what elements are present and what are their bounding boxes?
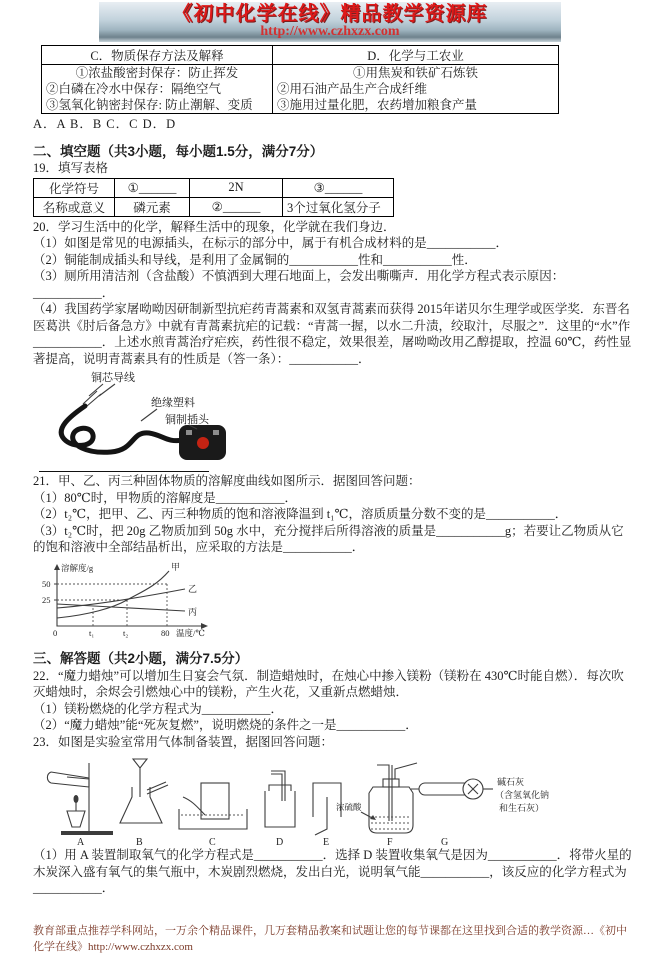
apparatus-label-sulfuric-acid: 浓硫酸 xyxy=(336,802,362,813)
answer-options: A．A B．B C．C D．D xyxy=(33,117,177,131)
q21-intro: 21．甲、乙、丙三种固体物质的溶解度曲线如图所示．据图回答问题： xyxy=(33,474,421,489)
x-tick-t2: t₂ xyxy=(123,627,129,638)
q20-part2: （2）铜能制成插头和导线，是利用了金属铜的___________性和___________性． xyxy=(33,252,477,267)
x-tick-t1: t₁ xyxy=(89,627,95,638)
apparatus-letter-b: B xyxy=(136,837,143,848)
option-c-item: ③氢氧化钠密封保存: 防止潮解、变质 xyxy=(46,98,253,112)
q19-cell: 2N xyxy=(190,178,283,197)
apparatus-letter-a: A xyxy=(77,837,85,848)
option-c-item: ①浓盐酸密封保存：防止挥发 xyxy=(75,66,239,80)
option-c-item: ②白磷在冷水中保存：隔绝空气 xyxy=(46,82,222,96)
q19-cell: ②______ xyxy=(190,197,283,216)
y-tick-25: 25 xyxy=(42,594,51,605)
answer-blank-line xyxy=(39,467,209,472)
x-tick-80: 80 xyxy=(161,627,170,638)
y-axis-label: 溶解度/g xyxy=(61,562,94,573)
apparatus-label-soda-lime: 碱石灰 xyxy=(497,777,525,788)
x-tick-0: 0 xyxy=(53,627,58,638)
apparatus-letter-d: D xyxy=(276,837,284,848)
power-plug-figure xyxy=(39,369,271,465)
q19-cell: ③______ xyxy=(283,178,394,197)
solubility-curve-chart xyxy=(33,558,225,640)
series-label-bing: 丙 xyxy=(188,606,198,617)
apparatus-letter-e: E xyxy=(323,837,330,848)
q20-part1: （1）如图是常见的电源插头，在标示的部分中，属于有机合成材料的是___________． xyxy=(33,236,509,251)
site-banner xyxy=(99,2,561,42)
banner-url: http://www.czhxzx.com xyxy=(260,24,400,39)
plug-cable xyxy=(61,406,183,452)
apparatus-letter-c: C xyxy=(209,837,216,848)
q19-table xyxy=(33,178,394,217)
q19-cell: 化学符号 xyxy=(34,178,115,197)
q21-part1: （1）80℃时，甲物质的溶解度是___________． xyxy=(33,490,297,505)
q22-part2: （2）“魔力蜡烛”能“死灰复燃”，说明燃烧的条件之一是___________． xyxy=(33,718,418,733)
q21-part2: （2）t₂℃，把甲、乙、丙三种物质的饱和溶液降温到 t₁℃，溶质质量分数不变的是___________． xyxy=(33,507,568,522)
q20-part4: （4）我国药学家屠呦呦因研制新型抗疟药青蒿素和双氢青蒿素而获得 2015年诺贝尔生理学或医学奖．东晋名医葛洪《肘后备急方》中就有青蒿素抗疟的记载：“青蒿一握，以水二升渍，绞取汁，尽服之”．这里的“水”作___________．上述水煎青蒿治疗疟疾，药性很不稳定，效果很差，屠呦呦改用乙醇提取，控温 60℃，药性显著提高，说明青蒿素具有的性质是（答一条）：___________． xyxy=(33,302,632,366)
q19-cell: 磷元素 xyxy=(115,197,190,216)
q21-part3: （3）t₂℃时，把 20g 乙物质加到 50g 水中，充分搅拌后所得溶液的质量是___________g；若要让乙物质从它的饱和溶液中全部结晶析出，应采取的方法是___________． xyxy=(33,523,624,555)
series-label-yi: 乙 xyxy=(188,583,198,594)
gas-apparatus-figure xyxy=(33,753,553,847)
q22-intro: 22．“魔力蜡烛”可以增加生日宴会气氛．制造蜡烛时，在烛心中掺入镁粉（镁粉在 430℃时能自燃）．每次吹灭蜡烛时，余烬会引燃烛心中的镁粉，产生火花，又重新点燃蜡烛． xyxy=(33,668,624,700)
option-cd-table xyxy=(41,45,559,114)
table-row xyxy=(34,197,394,216)
option-d-item: ①用焦炭和铁矿石炼铁 xyxy=(352,66,478,80)
option-d-header: D．化学与工农业 xyxy=(273,46,559,65)
q23-intro: 23．如图是实验室常用气体制备装置，据图回答问题： xyxy=(33,734,334,749)
q22-part1: （1）镁粉燃烧的化学方程式为___________． xyxy=(33,701,284,716)
q20-part3: （3）厕所用清洁剂（含盐酸）不慎洒到大理石地面上，会发出嘶嘶声．用化学方程式表示原因：___________． xyxy=(33,269,565,300)
q19-label: 19．填写表格 xyxy=(33,161,109,176)
q19-cell: 名称或意义 xyxy=(34,197,115,216)
footer-text: 教育部重点推荐学科网站，一万余个精品课件，几万套精品教案和试题让您的每节课都在这里找到合适的教学资源…《初中化学在线》http://www.czhxzx.com xyxy=(33,924,627,954)
section2-header: 二、填空题（共3小题，每小题1.5分，满分7分） xyxy=(33,143,324,159)
table-row xyxy=(34,178,394,197)
plug-label-copper-wire: 铜芯导线 xyxy=(91,372,135,385)
curve-bing xyxy=(57,604,185,611)
section3-header: 三、解答题（共2小题，满分7.5分） xyxy=(33,650,249,666)
series-label-jia: 甲 xyxy=(171,561,181,572)
banner-title: 《初中化学在线》精品教学资源库 xyxy=(172,3,488,25)
q23-part1: （1）用 A 装置制取氧气的化学方程式是___________．选择 D 装置收集氧气是因为___________．将带火星的木炭深入盛有氧气的集气瓶中，木炭剧烈燃烧，发出白光，说明氧气能___________，该反应的化学方程式为___________． xyxy=(33,848,632,896)
plug-label-insulation: 绝缘塑料 xyxy=(151,397,195,410)
q19-cell: 3个过氧化氢分子 xyxy=(283,197,394,216)
apparatus-letter-f: F xyxy=(387,837,393,848)
plug-label-copper-plug: 铜制插头 xyxy=(165,414,209,427)
option-c-header: C．物质保存方法及解释 xyxy=(42,46,273,65)
apparatus-letter-g: G xyxy=(441,837,449,848)
plug-red-dot xyxy=(197,437,209,449)
option-d-item: ②用石油产品生产合成纤维 xyxy=(277,82,428,96)
x-axis-label: 温度/℃ xyxy=(176,627,205,638)
y-tick-50: 50 xyxy=(42,578,51,589)
q20-intro: 20．学习生活中的化学，解释生活中的现象，化学就在我们身边． xyxy=(33,219,396,234)
q19-cell: ①______ xyxy=(115,178,190,197)
apparatus-label-soda-lime-2: （含氢氧化钠 xyxy=(495,790,550,801)
option-d-item: ③施用过量化肥，农药增加粮食产量 xyxy=(277,98,478,112)
option-d-cell xyxy=(273,65,559,114)
option-c-cell xyxy=(42,65,273,114)
apparatus-label-soda-lime-3: 和生石灰） xyxy=(499,803,545,814)
